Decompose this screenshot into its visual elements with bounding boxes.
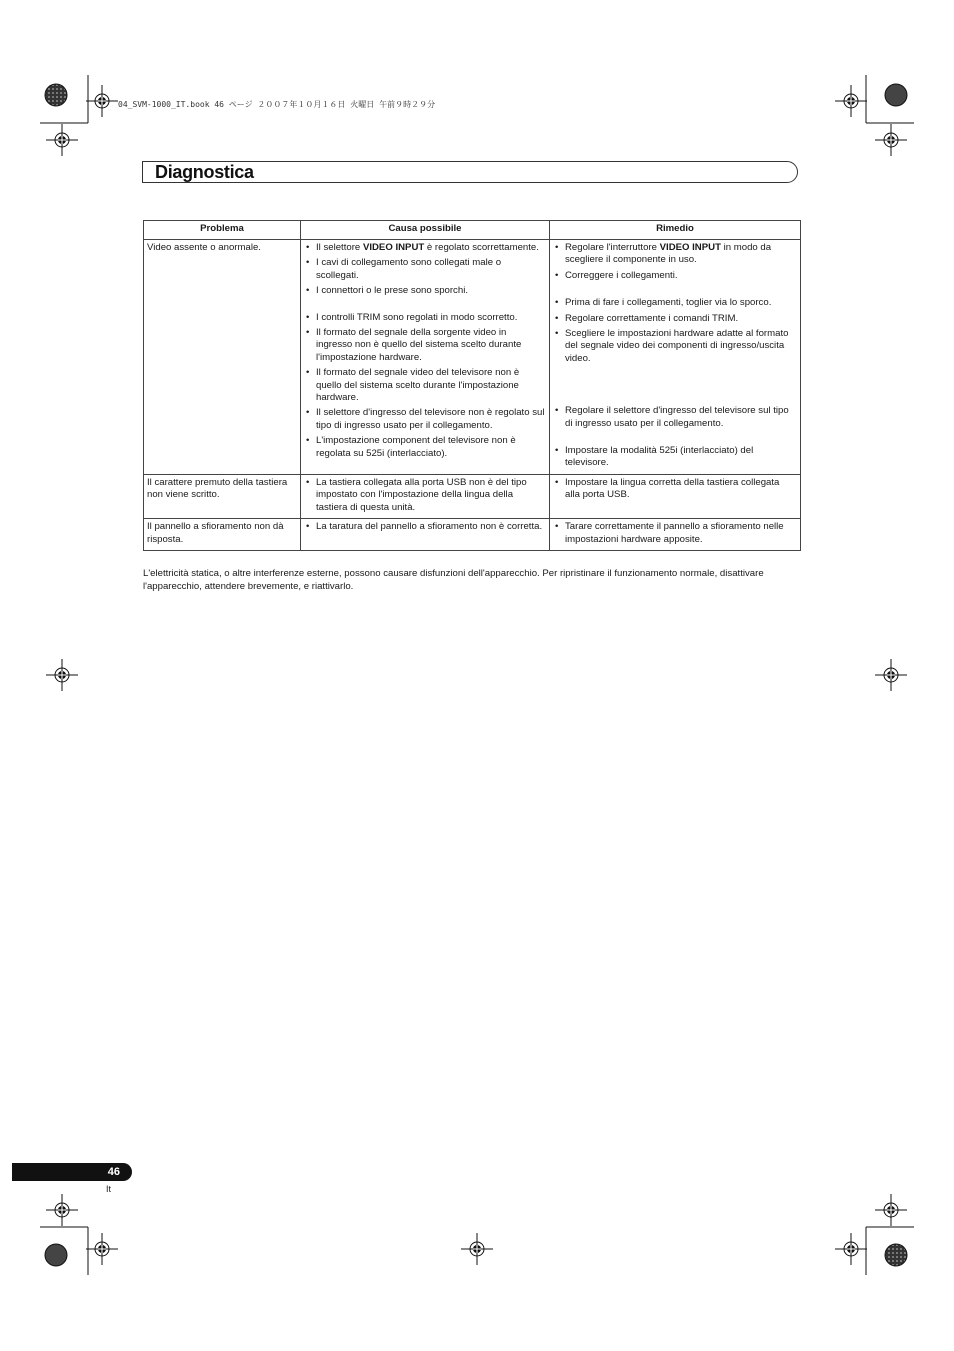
list-item: • Tarare correttamente il pannello a sfioramento nelle impostazioni hardware apposite. (554, 521, 796, 546)
list-item: • Il formato del segnale della sorgente video in ingresso non è quello del sistema scelto durante l'impostazione hardware. (305, 327, 545, 364)
list-item: • L'impostazione component del televisore non è regolata su 525i (interlacciato). (305, 435, 545, 460)
causes-cell (301, 240, 550, 475)
list-item: • Regolare l'interruttore VIDEO INPUT in modo da scegliere il componente in uso. (554, 242, 796, 267)
problem-cell: Il carattere premuto della tastiera non viene scritto. (144, 474, 301, 518)
list-item: • Il formato del segnale video del televisore non è quello del sistema scelto durante l'impostazione hardware. (305, 367, 545, 404)
list-item: • La tastiera collegata alla porta USB non è del tipo impostato con l'impostazione della lingua della tastiera di questa unità. (305, 477, 545, 514)
list-item: • Il selettore d'ingresso del televisore non è regolato sul tipo di ingresso usato per il collegamento. (305, 407, 545, 432)
list-item: • Il selettore VIDEO INPUT è regolato scorrettamente. (305, 242, 545, 254)
list-item: • Impostare la lingua corretta della tastiera collegata alla porta USB. (554, 477, 796, 502)
spacer (305, 301, 545, 312)
table-header-row (144, 221, 801, 240)
spacer (554, 368, 796, 405)
list-item: • Impostare la modalità 525i (interlacciato) del televisore. (554, 445, 796, 470)
table-row (144, 240, 801, 475)
causes-cell (301, 519, 550, 551)
problem-cell: Video assente o anormale. (144, 240, 301, 475)
list-item: • I controlli TRIM sono regolati in modo scorretto. (305, 312, 545, 324)
problem-cell: Il pannello a sfioramento non dà risposta. (144, 519, 301, 551)
spacer (554, 285, 796, 297)
remedies-cell (550, 519, 801, 551)
list-item: • Scegliere le impostazioni hardware adatte al formato del segnale video dei componenti di ingresso/uscita video. (554, 328, 796, 365)
list-item: • Regolare il selettore d'ingresso del televisore sul tipo di ingresso usato per il collegamento. (554, 405, 796, 430)
header-causa-possibile: Causa possibile (301, 221, 550, 240)
static-electricity-note: L'elettricità statica, o altre interferenze esterne, possono causare disfunzioni dell'apparecchio. Per ripristinare il funzionamento normale, disattivare l'apparecchio, attendere brevemente, e riattivarlo. (143, 568, 764, 592)
remedies-cell (550, 474, 801, 518)
table-row (144, 474, 801, 518)
spacer (554, 433, 796, 445)
header-problema: Problema (144, 221, 301, 240)
print-header: 04_SVM-1000_IT.book 46 ページ ２００７年１０月１６日 火曜日 午前９時２９分 (118, 100, 436, 109)
list-item: • Prima di fare i collegamenti, toglier via lo sporco. (554, 297, 796, 309)
troubleshooting-table (143, 220, 801, 551)
header-rimedio: Rimedio (550, 221, 801, 240)
page-title: Diagnostica (155, 162, 254, 182)
section-title-bar (142, 161, 798, 183)
language-code: It (106, 1184, 112, 1194)
table-row (144, 519, 801, 551)
remedies-cell (550, 240, 801, 475)
list-item: • Correggere i collegamenti. (554, 270, 796, 282)
list-item: • I cavi di collegamento sono collegati male o scollegati. (305, 257, 545, 282)
page-number: 46 (107, 1166, 120, 1178)
list-item: • La taratura del pannello a sfioramento non è corretta. (305, 521, 545, 533)
list-item: • I connettori o le prese sono sporchi. (305, 285, 545, 297)
causes-cell (301, 474, 550, 518)
list-item: • Regolare correttamente i comandi TRIM. (554, 313, 796, 325)
page-number-tab (12, 1163, 132, 1181)
